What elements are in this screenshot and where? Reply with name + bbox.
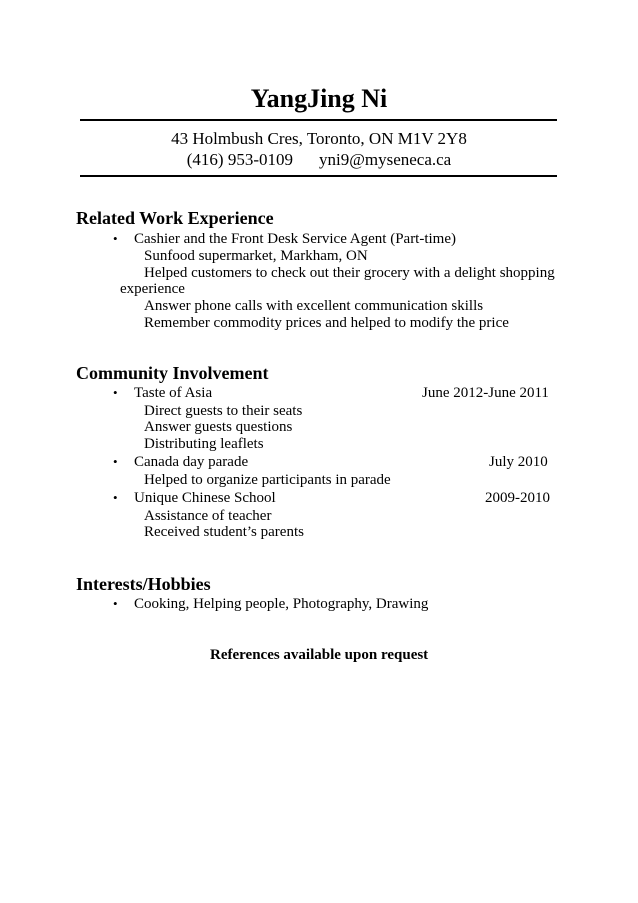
community-bullet-3: • — [113, 490, 118, 505]
work-duty-2: Answer phone calls with excellent communication skills — [144, 298, 484, 314]
community-item-title: Canada day parade — [134, 454, 249, 470]
interests-section-heading: Interests/Hobbies — [76, 574, 211, 594]
header-bottom-divider — [80, 175, 557, 177]
resume-name: YangJing Ni — [250, 84, 388, 113]
work-duty-1-continued: experience — [120, 281, 185, 297]
community-item-detail: Distributing leaflets — [144, 436, 264, 452]
contact-phone: (416) 953-0109 — [186, 150, 293, 169]
community-item-detail: Direct guests to their seats — [144, 403, 303, 419]
work-section-heading: Related Work Experience — [76, 208, 274, 228]
community-item-detail: Helped to organize participants in parade — [144, 472, 391, 488]
work-bullet: • — [113, 231, 118, 246]
community-item-detail: Assistance of teacher — [144, 508, 272, 524]
contact-email: yni9@myseneca.ca — [318, 150, 452, 169]
contact-phone-email-line — [0, 150, 638, 170]
interests-list: Cooking, Helping people, Photography, Drawing — [134, 596, 429, 612]
community-item-date: July 2010 — [489, 454, 548, 470]
community-bullet-2: • — [113, 454, 118, 469]
community-section-heading: Community Involvement — [76, 363, 269, 383]
community-item-detail: Received student’s parents — [144, 524, 304, 540]
community-item-date: 2009-2010 — [485, 490, 550, 506]
community-item-title: Unique Chinese School — [134, 490, 276, 506]
community-item-title: Taste of Asia — [134, 385, 213, 401]
work-employer: Sunfood supermarket, Markham, ON — [144, 248, 368, 264]
work-duty-1: Helped customers to check out their grocery with a delight shopping — [144, 265, 555, 281]
community-item-date: June 2012-June 2011 — [422, 385, 549, 401]
references-note: References available upon request — [210, 647, 429, 663]
interests-bullet: • — [113, 596, 118, 611]
work-role: Cashier and the Front Desk Service Agent (Part-time) — [134, 231, 457, 247]
community-item-detail: Answer guests questions — [144, 419, 293, 435]
contact-address: 43 Holmbush Cres, Toronto, ON M1V 2Y8 — [171, 129, 467, 148]
header-top-divider — [80, 119, 557, 121]
work-duty-3: Remember commodity prices and helped to modify the price — [144, 315, 509, 331]
community-bullet-1: • — [113, 385, 118, 400]
